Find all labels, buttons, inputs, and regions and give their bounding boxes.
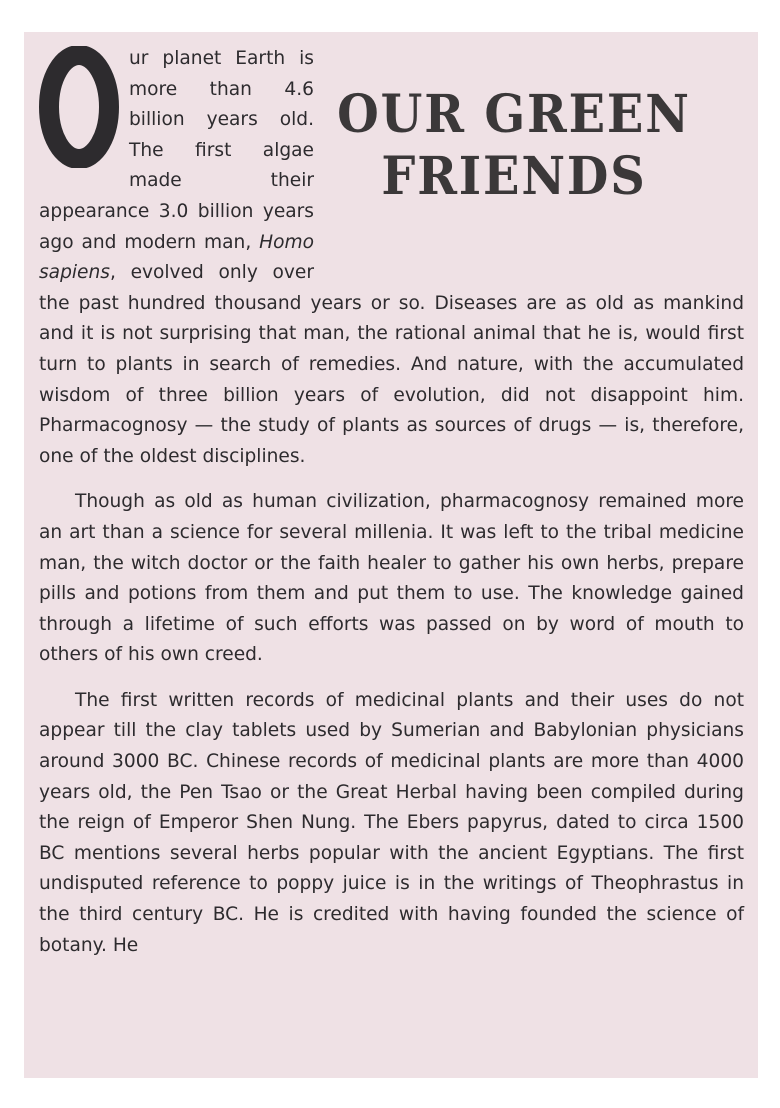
page-sheet — [24, 32, 758, 1078]
title-line-2: FRIENDS — [381, 146, 647, 207]
lead-paragraph — [39, 44, 744, 472]
article-body — [39, 44, 744, 961]
species-name: Homo sapiens — [39, 231, 314, 284]
paragraph-3: The first written records of medicinal plants and their uses do not appear till the clay tablets used by Sumerian and Babylonian physicians around 3000 BC. Chinese records of medicinal plants are more than 4000 years old, the Pen Tsao or the Great Herbal having been compiled during the reign of Emperor Shen Nung. The Ebers papyrus, dated to circa 1500 BC mentions several herbs popular with the ancient Egyptians. The first undisputed reference to poppy juice is in the writings of Theophrastus in the third century BC. He is credited with having founded the science of botany. He — [39, 689, 744, 956]
drop-cap-o — [39, 46, 119, 168]
article-title — [330, 84, 698, 208]
title-area — [314, 44, 744, 260]
lead-text-start: ur planet Earth is more than 4.6 billion years old. The first algae made their appearance 3.0 billion years ago and modern man, — [39, 48, 314, 253]
title-line-1: OUR GREEN — [337, 84, 691, 145]
paragraph-2: Though as old as human civilization, pharmacognosy remained more an art than a science for several millenia. It was left to the tribal medicine man, the witch doctor or the faith healer to gather his own herbs, prepare pills and potions from them and put them to use. The knowledge gained through a lifetime of such efforts was passed on by word of mouth to others of his own creed. — [39, 491, 744, 666]
lead-text-end: , evolved only over the past hundred thousand years or so. Diseases are as old as mankind and it is not surprising that man, the rational animal that he is, would first turn to plants in search of remedies. And nature, with the accumulated wisdom of three billion years of evolution, did not disappoint him. Pharmacognosy — the study of plants as sources of drugs — is, therefore, one of the oldest disciplines. — [39, 262, 744, 467]
drop-cap-letter: O — [78, 116, 80, 117]
